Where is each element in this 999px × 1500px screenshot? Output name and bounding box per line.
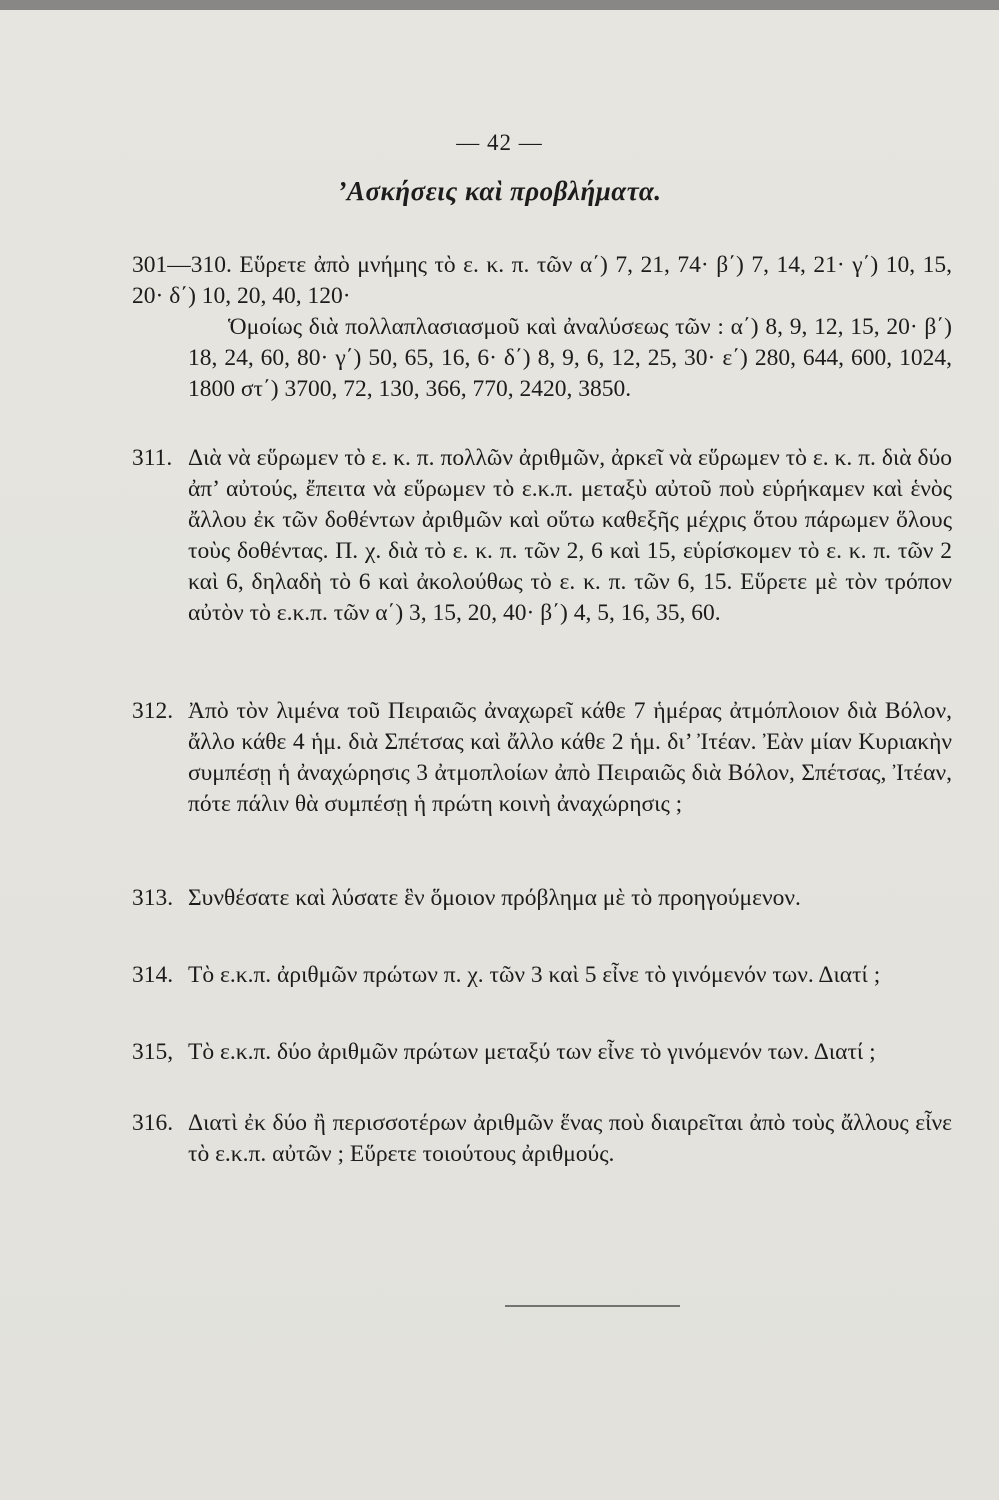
exercise-text: Συνθέσατε καὶ λύσατε ἓν ὅμοιον πρόβλημα μὲ τὸ προηγούμενον.	[188, 885, 801, 911]
exercise-number: 301—310.	[132, 252, 232, 278]
top-border-rule	[0, 0, 999, 10]
exercise-301-310	[132, 250, 952, 405]
exercise-text: Διὰ νὰ εὕρωμεν τὸ ε. κ. π. πολλῶν ἀριθμῶν, ἀρκεῖ νὰ εὕρωμεν τὸ ε. κ. π. διὰ δύο ἀπ’ αὐτούς, ἔπειτα νὰ εὕρωμεν τὸ ε.κ.π. μεταξὺ αὐτοῦ ποὺ εὑρήκαμεν καὶ ἑνὸς ἄλλου ἐκ τῶν δοθέντων ἀριθμῶν καὶ οὕτω καθεξῆς μέχρις ὅτου πάρωμεν ὅλους τοὺς δοθέντας. Π. χ. διὰ τὸ ε. κ. π. τῶν 2, 6 καὶ 15, εὑρίσκομεν τὸ ε. κ. π. τῶν 2 καὶ 6, δηλαδὴ τὸ 6 καὶ ἀκολούθως τὸ ε. κ. π. τῶν 6, 15. Εὕρετε μὲ τὸν τρόπον αὐτὸν τὸ ε.κ.π. τῶν α΄) 3, 15, 20, 40· β΄) 4, 5, 16, 35, 60.	[188, 445, 952, 626]
footnote-rule	[505, 1305, 680, 1307]
exercise-number: 316.	[132, 1110, 174, 1136]
exercise-315	[132, 1037, 952, 1068]
exercise-body: Εὕρετε ἀπὸ μνήμης τὸ ε. κ. π. τῶν α΄) 7, 21, 74· β΄) 7, 14, 21· γ΄) 10, 15, 20· δ΄) 10, 20, 40, 120·	[132, 252, 952, 309]
exercise-text: Τὸ ε.κ.π. δύο ἀριθμῶν πρώτων μεταξύ των εἶνε τὸ γινόμενόν των. Διατί ;	[188, 1039, 876, 1065]
exercise-312	[132, 696, 952, 820]
exercise-text-continued: Ὁμοίως διὰ πολλαπλασιασμοῦ καὶ ἀναλύσεως τῶν : α΄) 8, 9, 12, 15, 20· β΄) 18, 24, 60, 80· γ΄) 50, 65, 16, 6· δ΄) 8, 9, 6, 12, 25, 30· ε΄) 280, 644, 600, 1024, 1800 στ΄) 3700, 72, 130, 366, 770, 2420, 3850.	[188, 314, 952, 402]
exercise-text	[132, 250, 952, 312]
exercise-number: 312.	[132, 698, 174, 724]
exercise-number: 314.	[132, 962, 174, 988]
exercise-text: Ἀπὸ τὸν λιμένα τοῦ Πειραιῶς ἀναχωρεῖ κάθε 7 ἡμέρας ἀτμόπλοιον διὰ Βόλον, ἄλλο κάθε 4 ἡμ. διὰ Σπέτσας καὶ ἄλλο κάθε 2 ἡμ. δι’ Ἰτέαν. Ἐὰν μίαν Κυριακὴν συμπέσῃ ἡ ἀναχώρησις 3 ἀτμοπλοίων ἀπὸ Πειραιῶς διὰ Βόλον, Σπέτσας, Ἰτέαν, πότε πάλιν θὰ συμπέσῃ ἡ πρώτη κοινὴ ἀναχώρησις ;	[188, 698, 952, 817]
section-heading: ’Ασκήσεις καὶ προβλήματα.	[337, 176, 662, 206]
exercise-313	[132, 883, 952, 914]
exercise-number: 311.	[132, 445, 173, 471]
exercise-314	[132, 960, 952, 991]
page-number: — 42 —	[456, 130, 543, 155]
exercise-316	[132, 1108, 952, 1170]
exercise-number: 315,	[132, 1039, 174, 1065]
exercise-311	[132, 443, 952, 629]
exercise-text: Τὸ ε.κ.π. ἀριθμῶν πρώτων π. χ. τῶν 3 καὶ 5 εἶνε τὸ γινόμενόν των. Διατί ;	[188, 962, 881, 988]
exercise-number: 313.	[132, 885, 174, 911]
exercise-text: Διατὶ ἐκ δύο ἢ περισσοτέρων ἀριθμῶν ἕνας ποὺ διαιρεῖται ἀπὸ τοὺς ἄλλους εἶνε τὸ ε.κ.π. αὐτῶν ; Εὕρετε τοιούτους ἀριθμούς.	[188, 1110, 952, 1167]
